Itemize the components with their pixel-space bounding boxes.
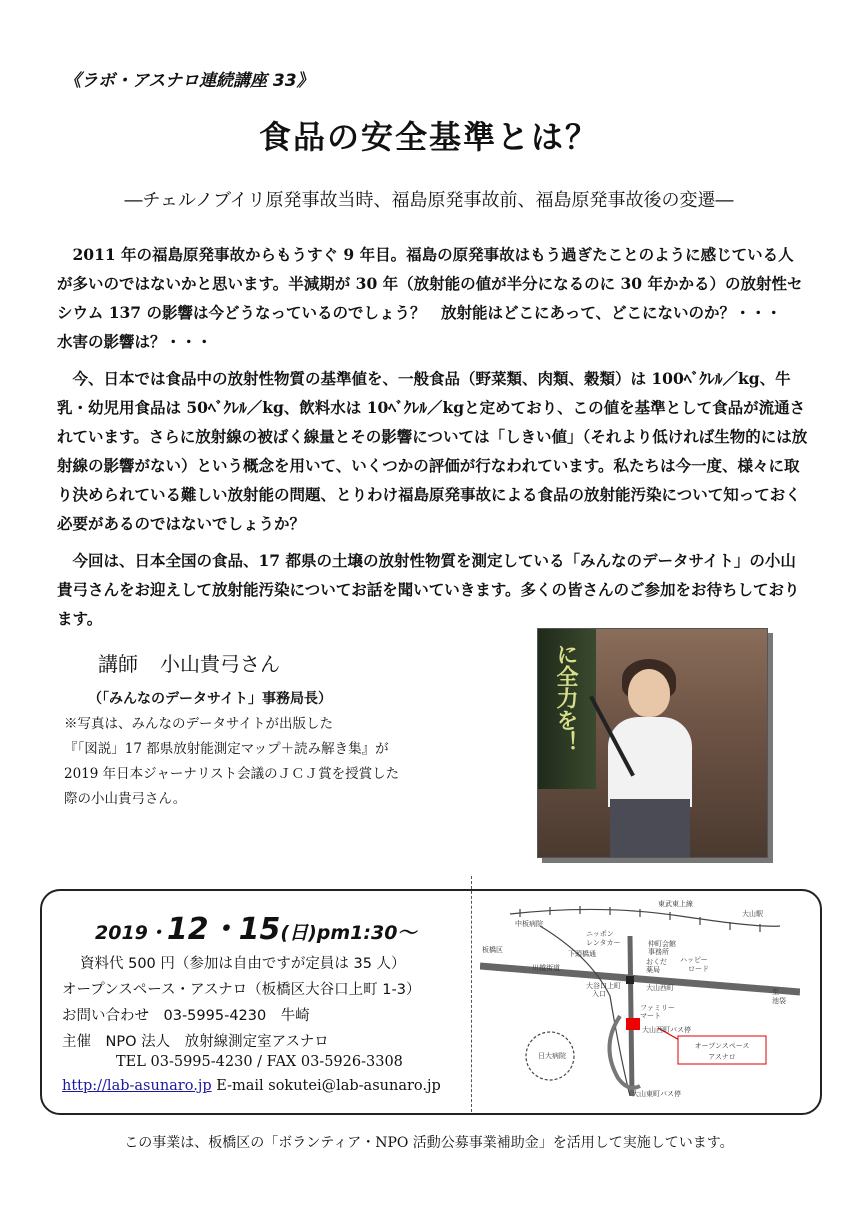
map-label: 大山駅 xyxy=(742,910,763,918)
event-tel-fax: TEL 03-5995-4230 / FAX 03-5926-3308 xyxy=(116,1054,403,1070)
event-venue: オープンスペース・アスナロ（板橋区大谷口上町 1-3） xyxy=(62,982,421,998)
map-label: おくだ xyxy=(646,958,667,966)
intro-paragraph: 2011 年の福島原発事故からもうすぐ 9 年目。福島の原発事故はもう過ぎたことのように感じている人が多いのではないかと思います。半減期が 30 年（放射能の値が半分になるのに 30 年かかる）の放射性セシウム 137 の影響は今どうなっているのでしょう？ 放射能はどこにあって、どこにないのか？・・・ 水害の影響は？・・・ xyxy=(57,245,803,351)
map-label: ファミリー xyxy=(640,1004,675,1012)
box-divider xyxy=(471,876,472,1112)
photo-note-line: 2019 年日本ジャーナリスト会議のＪＣＪ賞を授賞した xyxy=(64,766,400,782)
callout-text: アスナロ xyxy=(708,1053,736,1061)
map-label: 大谷口上町 xyxy=(586,982,621,990)
photo-head xyxy=(628,669,670,717)
map-label: 川越街道 xyxy=(532,964,560,972)
website-link[interactable]: http://lab-asunaro.jp xyxy=(62,1078,212,1094)
photo-note-line: 際の小山貴弓さん。 xyxy=(64,791,187,807)
map-label: 大山西町 xyxy=(646,984,674,992)
email-text: E-mail sokutei@lab-asunaro.jp xyxy=(211,1078,441,1094)
photo-note-line: ※写真は、みんなのデータサイトが出版した xyxy=(64,716,334,732)
map-label: 板橋区 xyxy=(482,946,503,954)
photo-banner-text: に全力を！ xyxy=(553,643,578,753)
lecturer-photo xyxy=(537,628,768,858)
event-time: pm1:30～ xyxy=(316,922,417,944)
callout-text: オープンスペース xyxy=(694,1042,750,1050)
photo-banner xyxy=(538,629,596,789)
photo-note xyxy=(64,712,484,812)
vertical-road xyxy=(630,936,632,1096)
event-weekday: (日) xyxy=(280,922,317,944)
lecturer-label: 講師 xyxy=(98,652,138,676)
map-label: 薬局 xyxy=(646,966,660,974)
main-road xyxy=(480,966,800,992)
event-fee: 資料代 500 円（参加は自由ですが定員は 35 人） xyxy=(80,956,406,972)
page-subtitle: ―チェルノブイリ原発事故当時、福島原発事故前、福島原発事故後の変遷― xyxy=(124,190,734,211)
map-label: 至 xyxy=(772,988,779,996)
funding-note: この事業は、板橋区の「ボランティア・NPO 活動公募事業補助金」を活用して実施しています。 xyxy=(124,1135,734,1151)
signal-marker xyxy=(626,976,634,984)
event-web-contact xyxy=(62,1078,441,1094)
photo-body xyxy=(608,717,692,807)
map-label: ニッポン xyxy=(586,930,614,938)
standards-paragraph: 今、日本では食品中の放射性物質の基準値を、一般食品（野菜類、肉類、穀類）は 100ﾍﾞｸﾚﾙ／kg、牛乳・幼児用食品は 50ﾍﾞｸﾚﾙ／kg、飲料水は 10ﾍﾞｸﾚﾙ／kgと定めており、この値を基準として食品が流通されています。さらに放射線の被ばく線量とその影響については「しきい値」（それより低ければ生物的には放射線の影響がない）という概念を用いて、いくつかの評価が行なわれています。私たちは今一度、様々に取り決められている難しい放射能の問題、とりわけ福島原発事故による食品の放射能汚染について知っておく必要があるのではないでしょうか？ xyxy=(57,369,808,533)
photo-skirt xyxy=(610,799,690,857)
event-date-big: 12・15 xyxy=(166,912,281,947)
map-label: 日大病院 xyxy=(538,1052,566,1060)
map-label: 入口 xyxy=(592,990,606,998)
map-label: 東武東上線 xyxy=(658,900,693,908)
lecturer-name: 小山貴弓さん xyxy=(160,652,280,676)
event-organizer: 主催 NPO 法人 放射線測定室アスナロ xyxy=(62,1034,329,1050)
event-contact: お問い合わせ 03-5995-4230 牛崎 xyxy=(62,1008,310,1024)
map-label: 池袋 xyxy=(772,997,786,1005)
series-title: 《ラボ・アスナロ連続講座 33》 xyxy=(64,71,314,91)
map-label: 仲町会館 xyxy=(648,940,676,948)
lecturer-role: （「みんなのデータサイト」事務局長） xyxy=(88,691,333,707)
lecturer-line xyxy=(98,648,280,677)
photo-note-line: 『「図説」17 都県放射能測定マップ＋読み解き集』が xyxy=(64,741,389,757)
access-map xyxy=(480,896,800,1104)
map-label: 下頭橋通 xyxy=(568,950,596,958)
page-title: 食品の安全基準とは？ xyxy=(258,118,599,156)
venue-marker xyxy=(626,1018,640,1030)
map-label: レンタカー xyxy=(586,939,621,947)
map-label: 中板病院 xyxy=(515,920,543,928)
map-label: 事務所 xyxy=(648,948,669,956)
event-date xyxy=(95,904,416,948)
event-year: 2019・ xyxy=(95,922,167,944)
invitation-paragraph: 今回は、日本全国の食品、17 都県の土壌の放射性物質を測定している「みんなのデータサイト」の小山貴弓さんをお迎えして放射能汚染についてお話を聞いていきます。多くの皆さんのご参加をお待ちしております。 xyxy=(57,551,800,628)
map-label: ロード xyxy=(688,965,709,973)
map-label: 大山西町バス停 xyxy=(642,1026,691,1034)
map-label: ハッピー xyxy=(680,956,708,964)
map-label: 大山東町バス停 xyxy=(632,1090,681,1098)
map-label: マート xyxy=(640,1012,661,1020)
